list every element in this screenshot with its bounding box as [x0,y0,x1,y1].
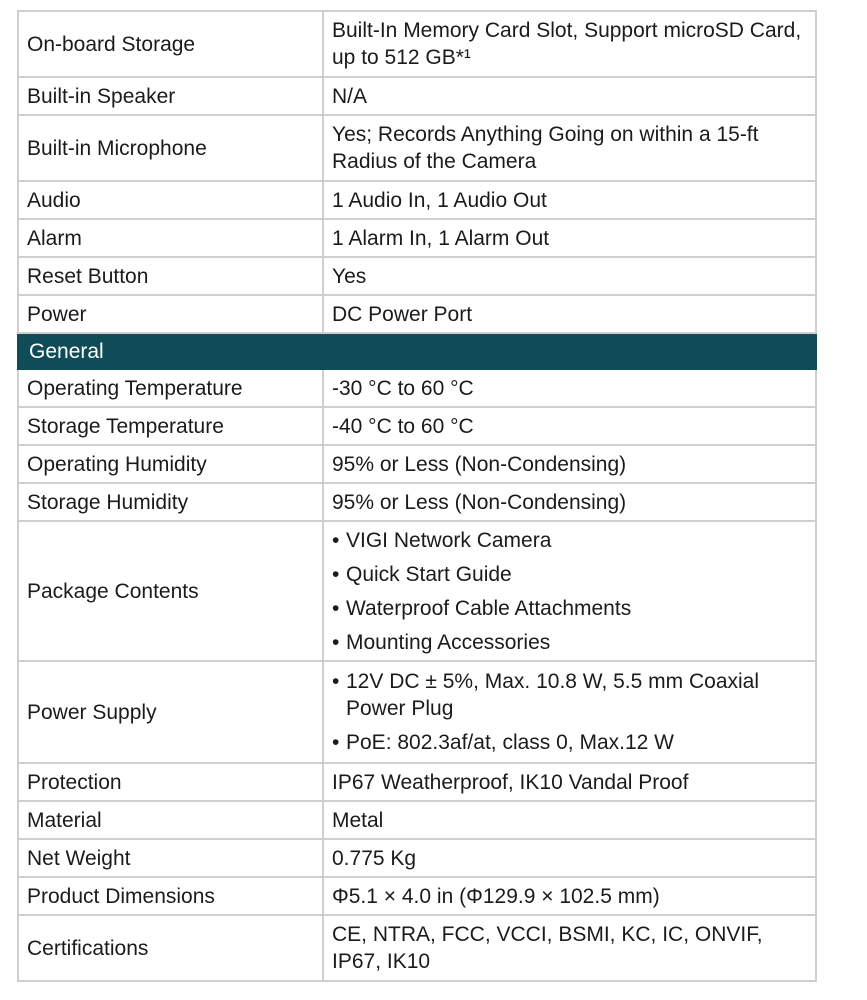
table-row [18,295,816,333]
spec-label: On-board Storage [18,11,323,77]
spec-value: IP67 Weatherproof, IK10 Vandal Proof [323,763,816,801]
spec-table [17,10,817,982]
spec-value: -30 °C to 60 °C [323,369,816,407]
spec-value: Yes; Records Anything Going on within a 15-ft Radius of the Camera [323,115,816,181]
spec-value: 95% or Less (Non-Condensing) [323,445,816,483]
table-row [18,521,816,661]
table-row [18,11,816,77]
table-row [18,407,816,445]
spec-label: Alarm [18,219,323,257]
spec-value: Metal [323,801,816,839]
table-row [18,369,816,407]
table-row [18,181,816,219]
spec-label: Storage Humidity [18,483,323,521]
spec-value: 95% or Less (Non-Condensing) [323,483,816,521]
spec-label: Certifications [18,915,323,981]
spec-value: 1 Audio In, 1 Audio Out [323,181,816,219]
spec-label: Built-in Speaker [18,77,323,115]
spec-label: Material [18,801,323,839]
spec-label: Protection [18,763,323,801]
table-row [18,801,816,839]
table-row [18,661,816,763]
spec-value: Φ5.1 × 4.0 in (Φ129.9 × 102.5 mm) [323,877,816,915]
table-row [18,763,816,801]
list-item: • Mounting Accessories [332,629,807,656]
spec-label: Built-in Microphone [18,115,323,181]
spec-label: Audio [18,181,323,219]
spec-value: N/A [323,77,816,115]
section-header-row [18,333,816,369]
spec-label: Operating Temperature [18,369,323,407]
power-supply-list [332,668,807,756]
spec-value: 1 Alarm In, 1 Alarm Out [323,219,816,257]
list-item: • VIGI Network Camera [332,527,807,554]
section-header-general: General [18,333,816,369]
table-row [18,915,816,981]
spec-label: Product Dimensions [18,877,323,915]
list-item: • Waterproof Cable Attachments [332,595,807,622]
table-row [18,115,816,181]
spec-value: Yes [323,257,816,295]
list-item: • Quick Start Guide [332,561,807,588]
spec-label: Storage Temperature [18,407,323,445]
spec-label: Net Weight [18,839,323,877]
table-row [18,877,816,915]
table-row [18,257,816,295]
spec-value: CE, NTRA, FCC, VCCI, BSMI, KC, IC, ONVIF, IP67, IK10 [323,915,816,981]
table-row [18,445,816,483]
spec-label: Power Supply [18,661,323,763]
spec-value-list [323,521,816,661]
spec-value: 0.775 Kg [323,839,816,877]
spec-label: Package Contents [18,521,323,661]
table-row [18,219,816,257]
table-row [18,77,816,115]
spec-value: DC Power Port [323,295,816,333]
spec-value: -40 °C to 60 °C [323,407,816,445]
spec-label: Power [18,295,323,333]
table-row [18,839,816,877]
spec-value-list [323,661,816,763]
list-item: • 12V DC ± 5%, Max. 10.8 W, 5.5 mm Coaxial Power Plug [332,668,807,722]
spec-value: Built-In Memory Card Slot, Support microSD Card, up to 512 GB*¹ [323,11,816,77]
table-row [18,483,816,521]
list-item: • PoE: 802.3af/at, class 0, Max.12 W [332,729,807,756]
spec-label: Reset Button [18,257,323,295]
package-contents-list [332,527,807,656]
spec-label: Operating Humidity [18,445,323,483]
